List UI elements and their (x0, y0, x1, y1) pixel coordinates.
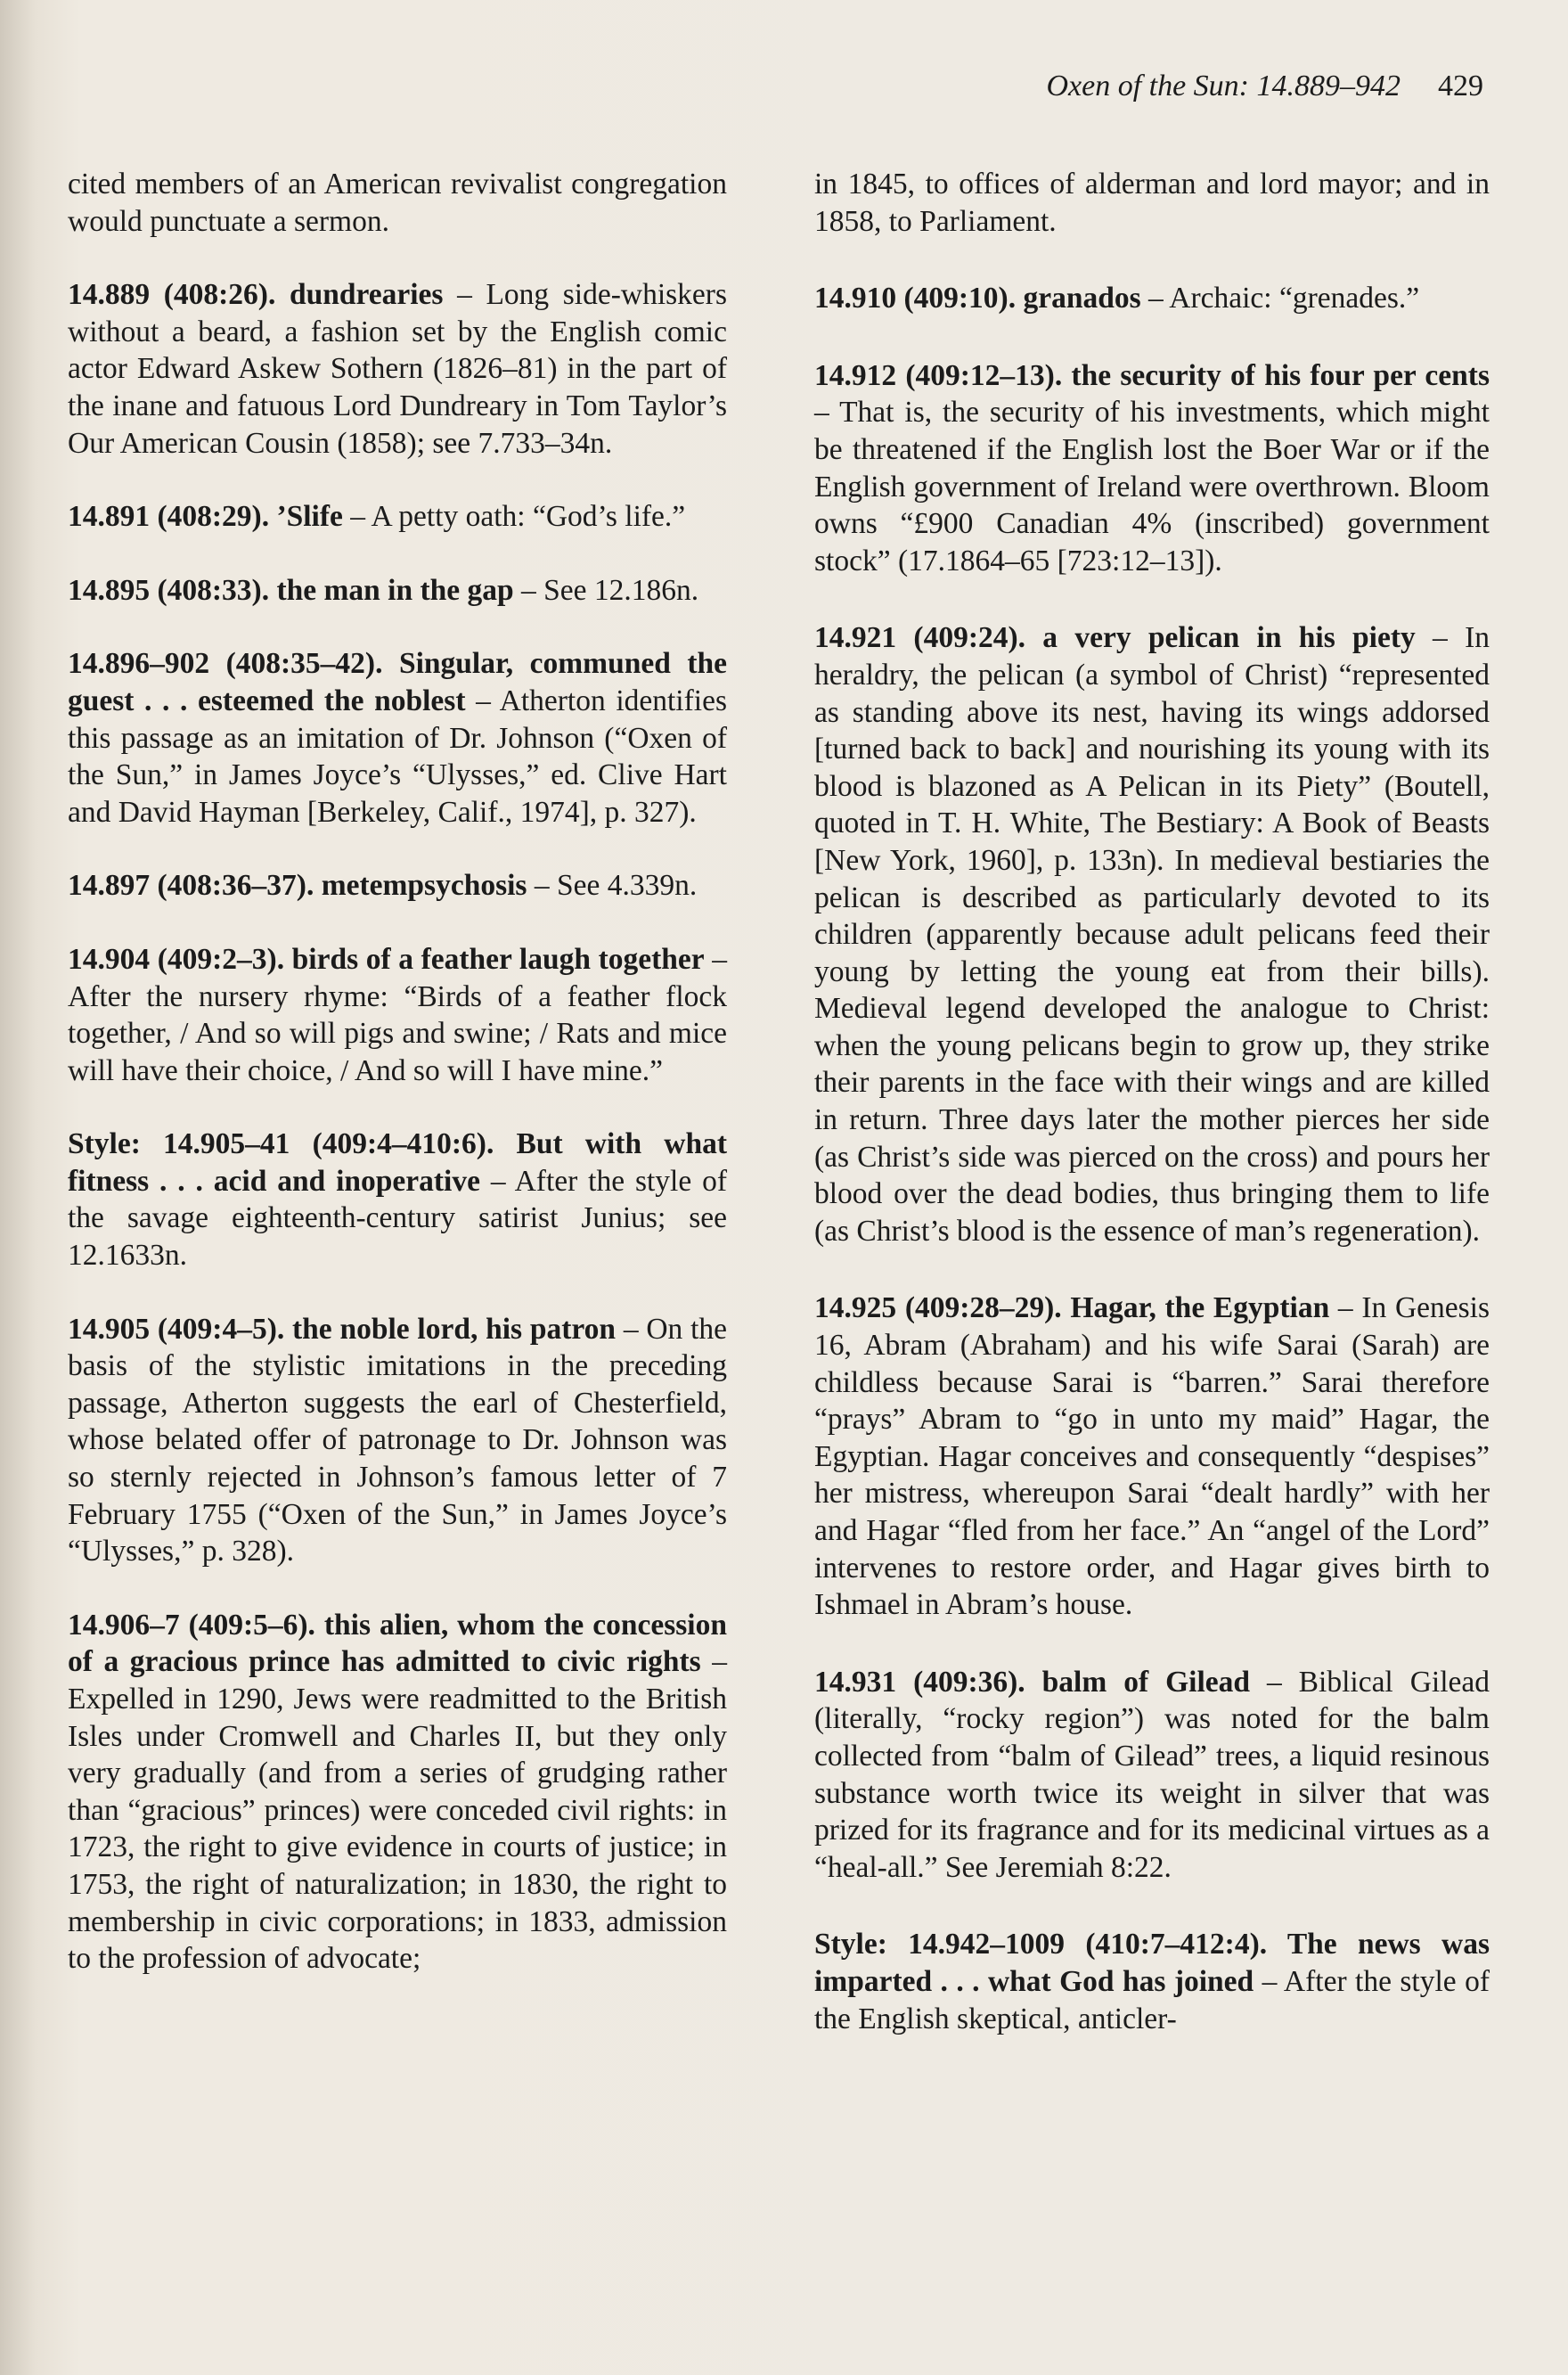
annotation-entry (68, 572, 727, 610)
entry-lemma: 14.921 (409:24). a very pelican in his piety (814, 621, 1416, 655)
left-column (68, 166, 727, 2014)
entry-text: – See 4.339n. (527, 869, 698, 903)
annotation-entry (68, 276, 727, 462)
right-column (814, 166, 1490, 2077)
entry-text: – After the style of the savage eighteenth-century satirist Junius; see 12.1633n. (68, 1164, 728, 1273)
annotation-entry (68, 1126, 727, 1273)
running-title: Oxen of the Sun: 14.889–942 (1046, 70, 1401, 102)
entry-text: – That is, the security of his investments, which might be threatened if the English lost the Boer War or if the English government of Ireland were overthrown. Bloom owns “£900 Canadian 4% (inscribed) government stock” (17.1864–65 [723:12–13]). (814, 396, 1490, 577)
entry-lemma: 14.891 (408:29). ’Slife (68, 500, 343, 534)
entry-text: – Archaic: “grenades.” (1140, 282, 1420, 315)
entry-lemma: 14.912 (409:12–13). the security of his four per cents (814, 358, 1490, 392)
entry-text: – In Genesis 16, Abram (Abraham) and his wife Sarai (Sarah) are childless because Sarai is “barren.” Sarai therefore “prays” Abram to “go in unto my maid” Hagar, the Egyptian. Hagar conceives and consequently “despises” her mistress, whereupon Sarai “dealt hardly” with her and Hagar “fled from her face.” An “angel of the Lord” intervenes to restore order, and Hagar gives birth to Ishmael in Abram’s house. (814, 1291, 1490, 1622)
entry-lemma: 14.910 (409:10). granados (814, 282, 1141, 315)
entry-lemma: 14.931 (409:36). balm of Gilead (814, 1665, 1250, 1699)
entry-text: – Expelled in 1290, Jews were readmitted to the British Isles under Cromwell and Charles II, but they only very gradually (and from a series of grudging rather than “gracious” princes) were conceded civil rights: in 1723, the right to give evidence in courts of justice; in 1753, the right of naturalization; in 1830, the right to membership in civic corporations; in 1833, admission to the profession of advocate; (68, 1645, 727, 1976)
annotation-entry (814, 1664, 1490, 1887)
annotation-entry (814, 1290, 1490, 1623)
right-continuation-paragraph: in 1845, to offices of alderman and lord mayor; and in 1858, to Parliament. (814, 168, 1490, 238)
entry-text: – Long side-whiskers without a beard, a fashion set by the English comic actor Edward Askew Sothern (1826–81) in the part of the inane and fatuous Lord Dundreary in Tom Taylor’s Our American Cousin (1858); see 7.733–34n. (68, 278, 727, 460)
annotation-entry (814, 280, 1490, 317)
running-header (1046, 70, 1483, 103)
entry-lemma: 14.897 (408:36–37). metempsychosis (68, 869, 527, 903)
entry-text: – Biblical Gilead (literally, “rocky region”) was noted for the balm collected from “balm of Gilead” trees, a liquid resinous substance worth twice its weight in silver that was prized for its fragrance and for its medicinal virtues as a “heal-all.” See Jeremiah 8:22. (814, 1665, 1490, 1884)
annotation-entry (68, 498, 727, 536)
entry-lemma: Style: 14.905–41 (409:4–410:6). But with what fitness . . . acid and inoperative (68, 1127, 727, 1198)
entry-lemma: 14.925 (409:28–29). Hagar, the Egyptian (814, 1291, 1330, 1325)
annotation-entry (814, 357, 1490, 580)
entry-lemma: 14.905 (409:4–5). the noble lord, his patron (68, 1312, 617, 1346)
entry-text: – A petty oath: “God’s life.” (342, 500, 686, 534)
entry-text: – Atherton identifies this passage as an imitation of Dr. Johnson (“Oxen of the Sun,” in James Joyce’s “Ulysses,” ed. Clive Hart and David Hayman [Berkeley, Calif., 1974], p. 327). (68, 684, 727, 829)
entry-text: – After the nursery rhyme: “Birds of a feather flock together, / And so will pigs and swine; / Rats and mice will have their choice, / And so will I have mine.” (68, 942, 727, 1087)
entry-lemma: 14.904 (409:2–3). birds of a feather laugh together (68, 942, 705, 976)
entry-lemma: 14.906–7 (409:5–6). this alien, whom the concession of a gracious prince has admitted to civic rights (68, 1608, 727, 1679)
entry-text: – On the basis of the stylistic imitations in the preceding passage, Atherton suggests the earl of Chesterfield, whose belated offer of patronage to Dr. Johnson was so sternly rejected in Johnson’s famous letter of 7 February 1755 (“Oxen of the Sun,” in James Joyce’s “Ulysses,” p. 328). (68, 1312, 727, 1568)
annotation-entry (68, 645, 727, 831)
entry-text: – See 12.186n. (513, 573, 699, 607)
page-number: 429 (1438, 70, 1483, 102)
annotation-entry (68, 941, 727, 1089)
entry-lemma: 14.889 (408:26). dundrearies (68, 278, 444, 312)
entry-lemma: 14.896–902 (408:35–42). Singular, communed the guest . . . esteemed the noblest (68, 647, 727, 717)
entry-text: – After the style of the English skeptical, anticler- (814, 1964, 1490, 2035)
annotation-entry (814, 619, 1490, 1249)
entry-text: – In heraldry, the pelican (a symbol of Christ) “represented as standing above its nest, having its wings addorsed [turned back to back] and nourishing its young with its blood is blazoned as A Pelican in its Piety” (Boutell, quoted in T. H. White, The Bestiary: A Book of Beasts [New York, 1960], p. 133n). In medieval bestiaries the pelican is described as particularly devoted to its children (apparently because adult pelicans feed their young by letting the young eat from their bills). Medieval legend developed the analogue to Christ: when the young pelicans begin to grow up, they strike their parents in the face with their wings and are killed in return. Three days later the mother pierces her side (as Christ’s side was pierced on the cross) and pours her blood over the dead bodies, thus bringing them to life (as Christ’s blood is the essence of man’s regeneration). (814, 621, 1490, 1248)
annotation-entry (68, 1311, 727, 1570)
annotation-entry (68, 1607, 727, 1978)
entry-lemma: Style: 14.942–1009 (410:7–412:4). The news was imparted . . . what God has joined (814, 1928, 1490, 1998)
entry-lemma: 14.895 (408:33). the man in the gap (68, 573, 514, 607)
left-continuation-paragraph: cited members of an American revivalist congregation would punctuate a sermon. (68, 168, 727, 238)
annotation-entry (68, 867, 727, 905)
annotation-entry (814, 1926, 1490, 2037)
